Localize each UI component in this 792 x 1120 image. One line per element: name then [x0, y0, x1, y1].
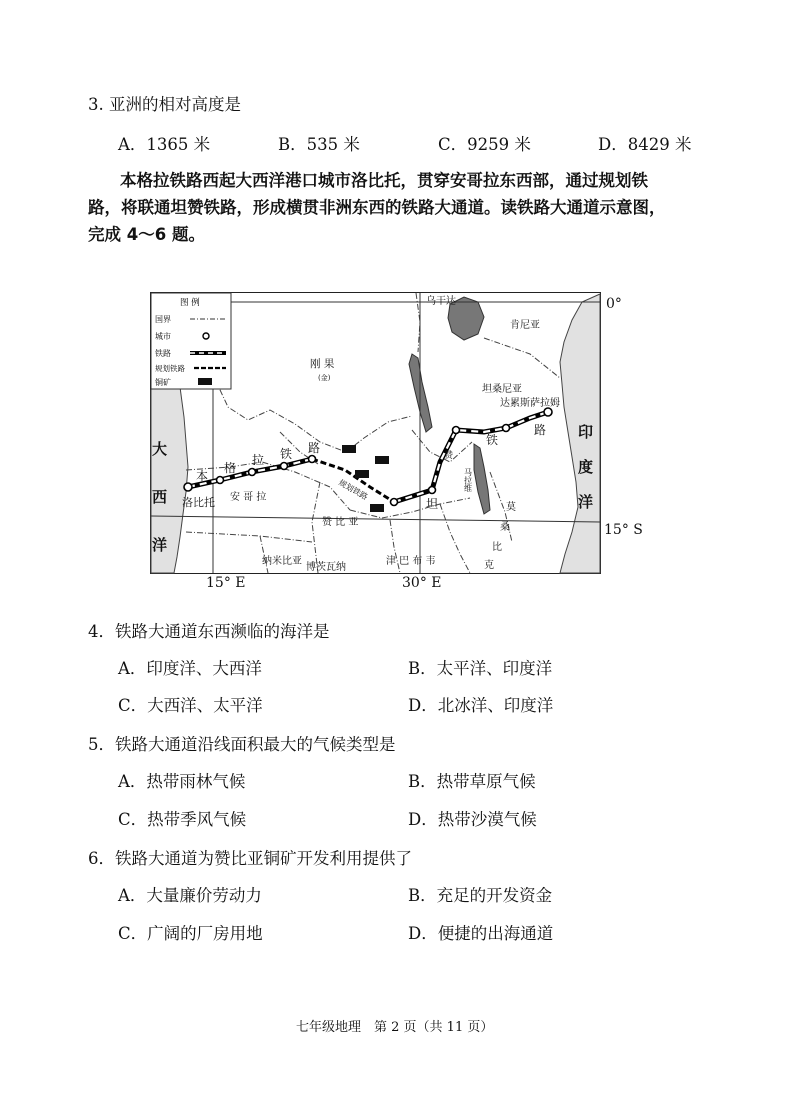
- q4-option-b: B．太平洋、印度洋: [408, 659, 553, 678]
- legend-label-copper: 铜矿: [155, 378, 171, 387]
- q3-stem: 3. 亚洲的相对高度是: [88, 95, 241, 114]
- label-indian-3: 洋: [578, 493, 594, 511]
- label-congo: 刚 果: [310, 358, 335, 370]
- label-atlantic-2: 西: [152, 488, 168, 506]
- passage-line-2: 路，将联通坦赞铁路，形成横贯非洲东西的铁路大通道。读铁路大通道示意图，: [88, 198, 666, 217]
- label-lon-30e: 30° E: [402, 575, 442, 591]
- label-angola: 安 哥 拉: [230, 492, 267, 503]
- label-benguela-2: 格: [224, 461, 237, 475]
- legend-city-symbol: [203, 333, 209, 339]
- label-uganda: 乌干达: [426, 296, 456, 307]
- city-marker: [391, 499, 398, 506]
- passage-line-1: 本格拉铁路西起大西洋港口城市洛比托，贯穿安哥拉东西部，通过规划铁: [120, 171, 648, 190]
- q4-option-c: C．大西洋、太平洋: [118, 696, 263, 715]
- q3-option-c: C．9259 米: [438, 135, 531, 154]
- q5-option-b: B．热带草原气候: [408, 772, 536, 791]
- label-lat-15s: 15° S: [604, 522, 643, 538]
- map-legend: [151, 293, 231, 389]
- city-marker: [453, 427, 460, 434]
- q6-stem: 6．铁路大通道为赞比亚铜矿开发利用提供了: [88, 849, 412, 868]
- label-malawi: 马拉维: [463, 468, 473, 492]
- copper-mine-icon: [375, 456, 389, 464]
- q3-option-b: B．535 米: [278, 135, 360, 154]
- q6-option-a: A．大量廉价劳动力: [118, 886, 262, 905]
- label-tazara-4: 路: [534, 423, 547, 437]
- city-marker: [217, 477, 224, 484]
- q6-option-c: C．广阔的厂房用地: [118, 924, 263, 943]
- legend-label-border: 国界: [155, 315, 171, 324]
- legend-label-planned: 规划铁路: [155, 364, 185, 373]
- label-mozambique-1: 莫: [506, 502, 516, 513]
- q4-stem: 4．铁路大通道东西濒临的海洋是: [88, 622, 330, 641]
- label-tazara-2: 赞: [444, 451, 454, 461]
- label-tazara-1: 坦: [426, 497, 439, 511]
- label-benguela-1: 本: [196, 469, 209, 483]
- label-benguela-3: 拉: [252, 453, 265, 467]
- q5-option-d: D．热带沙漠气候: [408, 810, 537, 829]
- q5-option-c: C．热带季风气候: [118, 810, 247, 829]
- railway-corridor-map: [150, 292, 605, 575]
- label-botswana: 博茨瓦纳: [306, 562, 346, 573]
- copper-mine-icon: [342, 445, 356, 453]
- q5-stem: 5．铁路大通道沿线面积最大的气候类型是: [88, 735, 396, 754]
- q3-option-a: A．1365 米: [118, 135, 211, 154]
- legend-copper-symbol: [198, 378, 212, 385]
- city-marker: [503, 425, 510, 432]
- city-marker: [309, 456, 316, 463]
- label-congo-sub: (金): [318, 374, 331, 382]
- page-footer: 七年级地理 第 2 页（共 11 页）: [296, 1020, 494, 1035]
- legend-title: 图 例: [180, 298, 200, 308]
- passage-line-3: 完成 4～6 题。: [88, 225, 205, 244]
- label-lon-15e-outside: 15° E: [206, 575, 246, 591]
- legend-label-railway: 铁路: [155, 349, 171, 358]
- label-kenya: 肯尼亚: [510, 320, 540, 331]
- q6-option-d: D．便捷的出海通道: [408, 924, 554, 943]
- q4-option-a: A．印度洋、大西洋: [118, 659, 262, 678]
- label-benguela-4: 铁: [280, 447, 293, 461]
- label-mozambique-2: 桑: [500, 522, 510, 533]
- city-dar-es-salaam: [544, 408, 552, 416]
- legend-label-city: 城市: [155, 332, 171, 341]
- copper-mine-icon: [370, 504, 384, 512]
- passage: [88, 167, 708, 248]
- city-marker: [281, 463, 288, 470]
- city-marker: [249, 469, 256, 476]
- label-indian-1: 印: [578, 423, 594, 441]
- q3-option-d: D．8429 米: [598, 135, 692, 154]
- label-dar-es-salaam: 达累斯萨拉姆: [500, 398, 560, 409]
- label-tanzania: 坦桑尼亚: [482, 384, 522, 395]
- label-lobito: 洛比托: [182, 496, 215, 509]
- q5-option-a: A．热带雨林气候: [118, 772, 246, 791]
- label-atlantic-3: 洋: [152, 536, 168, 554]
- city-lobito: [184, 483, 192, 491]
- copper-mine-icon: [355, 470, 369, 478]
- label-tazara-3: 铁: [486, 433, 499, 447]
- label-lat-0: 0°: [606, 296, 622, 312]
- label-zimbabwe: 津 巴 布 韦: [386, 556, 436, 567]
- label-namibia: 纳米比亚: [262, 556, 302, 567]
- label-planned-railway: 规划铁路: [337, 477, 370, 502]
- city-marker: [429, 487, 436, 494]
- label-benguela-5: 路: [308, 441, 321, 455]
- q4-option-d: D．北冰洋、印度洋: [408, 696, 554, 715]
- label-atlantic-1: 大: [152, 440, 168, 458]
- label-mozambique-3: 比: [492, 542, 502, 553]
- q6-option-b: B．充足的开发资金: [408, 886, 553, 905]
- label-indian-2: 度: [578, 458, 594, 476]
- label-zambia: 赞 比 亚: [322, 517, 359, 528]
- label-mozambique-4: 克: [484, 560, 494, 571]
